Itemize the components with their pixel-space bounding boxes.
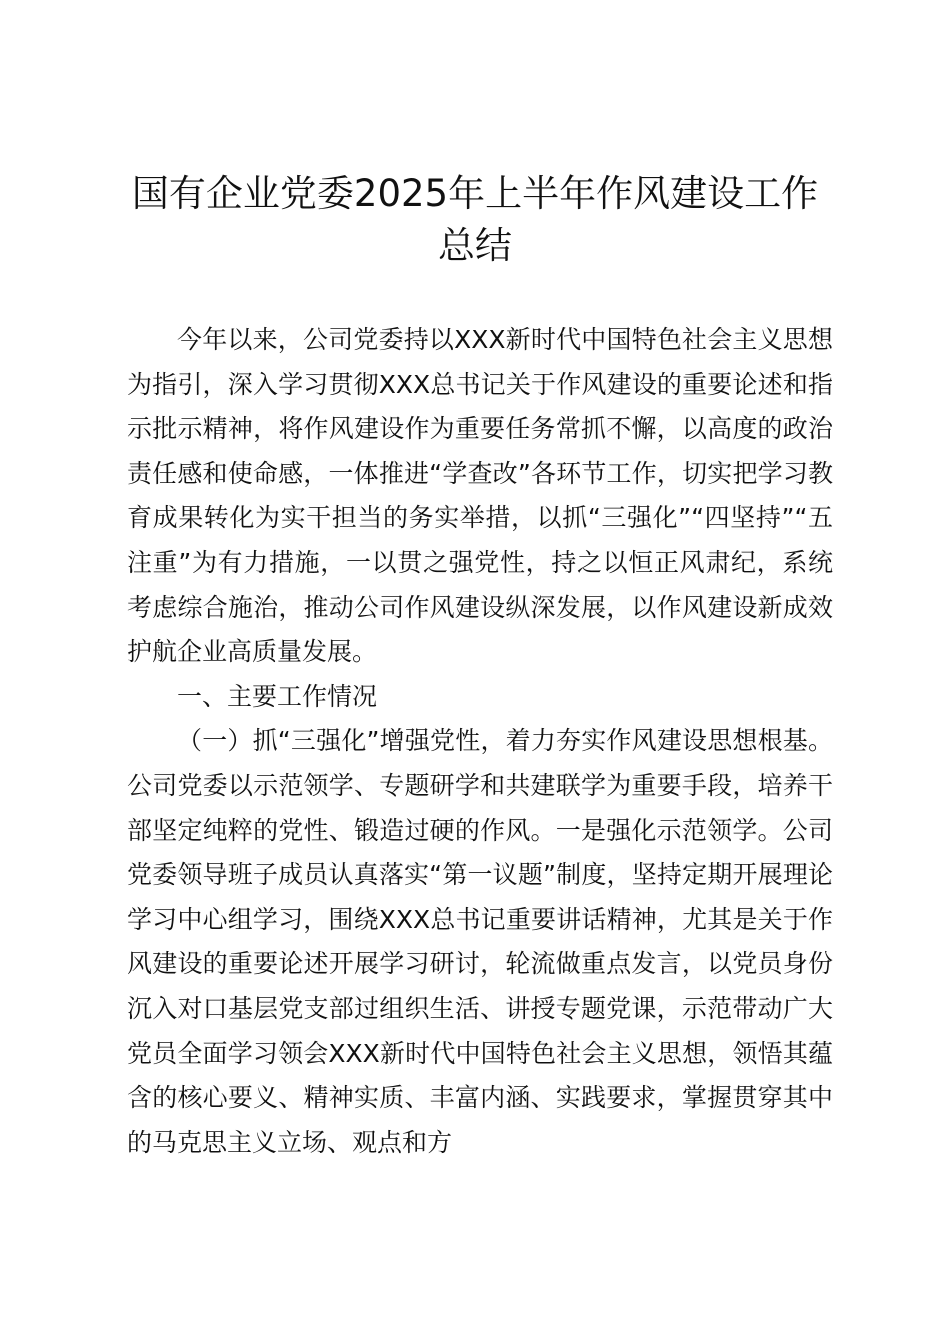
intro-paragraph: 今年以来，公司党委持以XXX新时代中国特色社会主义思想为指引，深入学习贯彻XXX总书记关于作风建设的重要论述和指示批示精神，将作风建设作为重要任务常抓不懈，以高度的政治责任感和使命感，一体推进“学查改”各环节工作，切实把学习教育成果转化为实干担当的务实举措，以抓“三强化”“四坚持”“五注重”为有力措施，一以贯之强党性，持之以恒正风肃纪，系统考虑综合施治，推动公司作风建设纵深发展，以作风建设新成效护航企业高质量发展。: [127, 325, 833, 667]
section-heading: 一、主要工作情况: [177, 681, 378, 711]
body-paragraph: （一）抓“三强化”增强党性，着力夯实作风建设思想根基。公司党委以示范领学、专题研学和共建联学为重要手段，培养干部坚定纯粹的党性、锻造过硬的作风。一是强化示范领学。公司党委领导班子成员认真落实“第一议题”制度，坚持定期开展理论学习中心组学习，围绕XXX总书记重要讲话精神，尤其是关于作风建设的重要论述开展学习研讨，轮流做重点发言，以党员身份沉入对口基层党支部过组织生活、讲授专题党课，示范带动广大党员全面学习领会XXX新时代中国特色社会主义思想，领悟其蕴含的核心要义、精神实质、丰富内涵、实践要求，掌握贯穿其中的马克思主义立场、观点和方: [127, 726, 833, 1157]
document-title: 国有企业党委2025年上半年作风建设工作总结: [131, 172, 819, 267]
document-body: [127, 318, 833, 1165]
